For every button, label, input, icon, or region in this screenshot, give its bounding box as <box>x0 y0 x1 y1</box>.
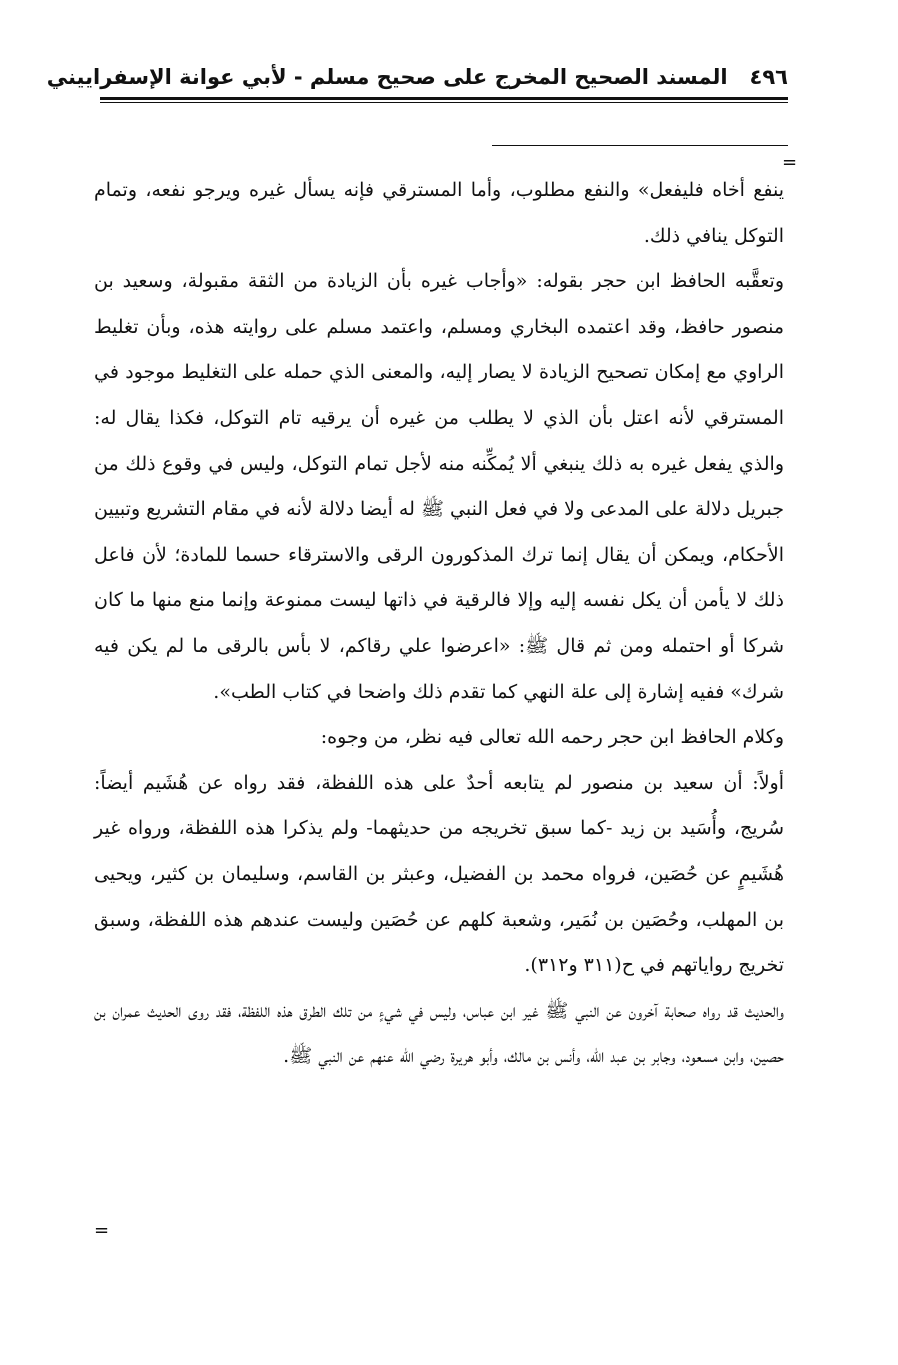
header-row <box>46 62 788 92</box>
page-number: ٤٩٦ <box>749 65 788 89</box>
paragraph-2: وتعقَّبه الحافظ ابن حجر بقوله: «وأجاب غيره بأن الزيادة من الثقة مقبولة، وسعيد بن منصور حافظ، وقد اعتمده البخاري ومسلم، واعتمد مسلم على روايته هذه، وبأن تغليط الراوي مع إمكان تصحيح الزيادة لا يصار إليه، والمعنى الذي حمله على التغليط موجود في المسترقي لأنه اعتل بأن الذي لا يطلب من غيره أن يرقيه تام التوكل، فكذا يقال له: والذي يفعل غيره به ذلك ينبغي ألا يُمكِّنه منه لأجل تمام التوكل، وليس في وقوع ذلك من جبريل دلالة على المدعى ولا في فعل النبي ﷺ له أيضا دلالة لأنه في مقام التشريع وتبيين الأحكام، ويمكن أن يقال إنما ترك المذكورون الرقى والاسترقاء حسما للمادة؛ لأن فاعل ذلك لا يأمن أن يكل نفسه إليه وإلا فالرقية في ذاتها ليست ممنوعة وإنما منع منها ما كان شركا أو احتمله ومن ثم قال ﷺ: «اعرضوا علي رقاكم، لا بأس بالرقى ما لم يكن فيه شرك» ففيه إشارة إلى علة النهي كما تقدم ذلك واضحا في كتاب الطب». <box>94 270 785 703</box>
paragraph-5: والحديث قد رواه صحابة آخرون عن النبي ﷺ غير ابن عباس، وليس في شيءٍ من تلك الطرق هذه اللفظة، فقد روى الحديث عمران بن حصين، وابن مسعود، وجابر بن عبد الله، وأنس بن مالك، وأبو هريرة رضي الله عنهم عن النبي ﷺ. <box>94 999 784 1068</box>
header-rule <box>100 97 788 100</box>
header-rule-thin <box>100 102 788 103</box>
continuation-mark-top: = <box>782 152 798 173</box>
running-title: المسند الصحيح المخرج على صحيح مسلم - لأبي عوانة الإسفراييني <box>46 65 728 89</box>
continuation-mark-bottom: = <box>94 1220 110 1241</box>
paragraph-3: وكلام الحافظ ابن حجر رحمه الله تعالى فيه نظر، من وجوه: <box>320 726 784 749</box>
page-header <box>46 62 788 106</box>
footnote-text <box>94 168 784 1080</box>
paragraph-4: أولاً: أن سعيد بن منصور لم يتابعه أحدٌ على هذه اللفظة، فقد رواه عن هُشَيم أيضاً: سُريج، وأُسَيد بن زيد -كما سبق تخريجه من حديثهما- ولم يذكرا هذه اللفظة، ورواه غير هُشَيمٍ عن حُصَين، فرواه محمد بن الفضيل، وعبثر بن القاسم، وسليمان بن كثير، ويحيى بن المهلب، وحُصَين بن نُمَير، وشعبة كلهم عن حُصَين وليست عندهم هذه اللفظة، وسبق تخريج رواياتهم في ح(٣١١ و٣١٢). <box>94 771 784 977</box>
paragraph-1: ينفع أخاه فليفعل» والنفع مطلوب، وأما المسترقي فإنه يسأل غيره ويرجو نفعه، وتمام التوكل ينافي ذلك. <box>94 179 784 247</box>
footnote-separator-line <box>492 145 788 146</box>
